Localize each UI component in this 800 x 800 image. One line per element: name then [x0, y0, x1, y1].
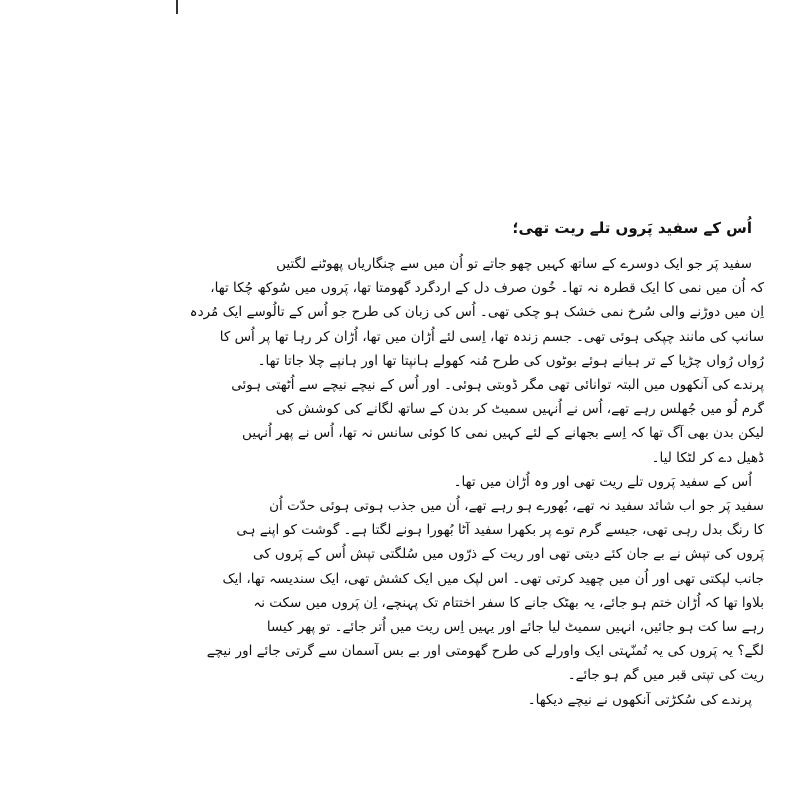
text-line: سفید پَر جو اب شائد سفید نہ تھے، بُھورے ہو رہے تھے، اُن میں جذب ہوتی ہوئی حدّت اُن [269, 498, 764, 515]
text-line: کا رنگ بدل رہی تھی، جیسے گرم توے پر بکھرا سفید آٹا بُھورا ہونے لگتا ہے۔ گوشت کو اپنے ہی [236, 522, 764, 539]
text-line: ریت کی تپتی قبر میں گم ہو جائے۔ [567, 667, 764, 684]
page-edge-mark [176, 0, 178, 14]
text-line: سانپ کی مانند چپکی ہوئی تھی۔ جسم زندہ تھا، اِسی لئے اُڑان میں تھا، اُڑان کر رہا تھا پر اُس کا [219, 328, 764, 345]
text-line: بلاوا تھا کہ اُڑان ختم ہو جائے، یہ بھٹک جانے کا سفر اختتام تک پہنچے، اِن پَروں میں سکت نہ [253, 594, 764, 611]
text-line: سفید پَر جو ایک دوسرے کے ساتھ کہیں چھو جاتے تو اُن میں سے چنگاریاں پھوٹنے لگتیں [276, 256, 752, 272]
text-line: رُواں رُواں چڑیا کے تر ہیانے ہوئے بوٹوں کی طرح مُنہ کھولے ہانپتا تھا اور ہانپے چلا جاتا تھا۔ [257, 352, 764, 369]
page-text-block [189, 218, 764, 712]
page-heading: اُس کے سفید پَروں تلے ریت تھی؛ [512, 219, 752, 237]
text-line: لیکن بدن بھی آگ تھا کہ اِسے بجھانے کے لئے کہیں نمی کا کوئی سانس نہ تھا، اُس نے پھر اُنہیں [242, 425, 764, 442]
text-line: گرم لُو میں جُھلس رہے تھے، اُس نے اُنہیں سمیٹ کر بدن کے ساتھ لگانے کی کوشش کی [275, 401, 764, 418]
text-line: رہے سا کت ہو جائیں، انہیں سمیٹ لیا جائے اور یہیں اِس ریت میں اُتر جائے۔ تو پھر کیسا [266, 619, 764, 636]
text-line: جانب لپکتی تھی اور اُن میں چھید کرتی تھی۔ اس لپک میں ایک کشش تھی، ایک سندیسہ تھا، ایک [222, 570, 764, 587]
text-line: اِن میں دوڑنے والی سُرخ نمی خشک ہو چکی تھی۔ اُس کی زبان کی طرح جو اُس کے تالُوسے ایک مُردہ [189, 304, 764, 321]
text-line: پَروں کی تپش نے بے جان کئے دیتی تھی اور ریت کے ذرّوں میں سُلگتی تپش اُس کے پَروں کی [252, 546, 764, 563]
text-line: پرندے کی آنکھوں میں البتہ توانائی تھی مگر ڈوبتی ہوئی۔ اور اُس کے نیچے نیچے سے اُٹھتی ہوئی [231, 377, 764, 394]
text-line: پرندے کی سُکڑتی آنکھوں نے نیچے دیکھا۔ [527, 691, 752, 708]
text-line: کہ اُن میں نمی کا ایک قطرہ نہ تھا۔ خُون صرف دل کے اردگرد گھومتا تھا، پَروں میں سُوکھ چُکا تھا، [210, 280, 764, 297]
text-line: لگے؟ یہ پَروں کی یہ تُمنّہتی ایک واورلے کی طرح گھومتی اور بے بس آسمان سے گرتی جائے اور نیچے [206, 643, 764, 660]
text-line: ڈھیل دے کر لٹکا لیا۔ [651, 449, 764, 466]
text-line: اُس کے سفید پَروں تلے ریت تھی اور وہ اُڑان میں تھا۔ [453, 473, 752, 490]
